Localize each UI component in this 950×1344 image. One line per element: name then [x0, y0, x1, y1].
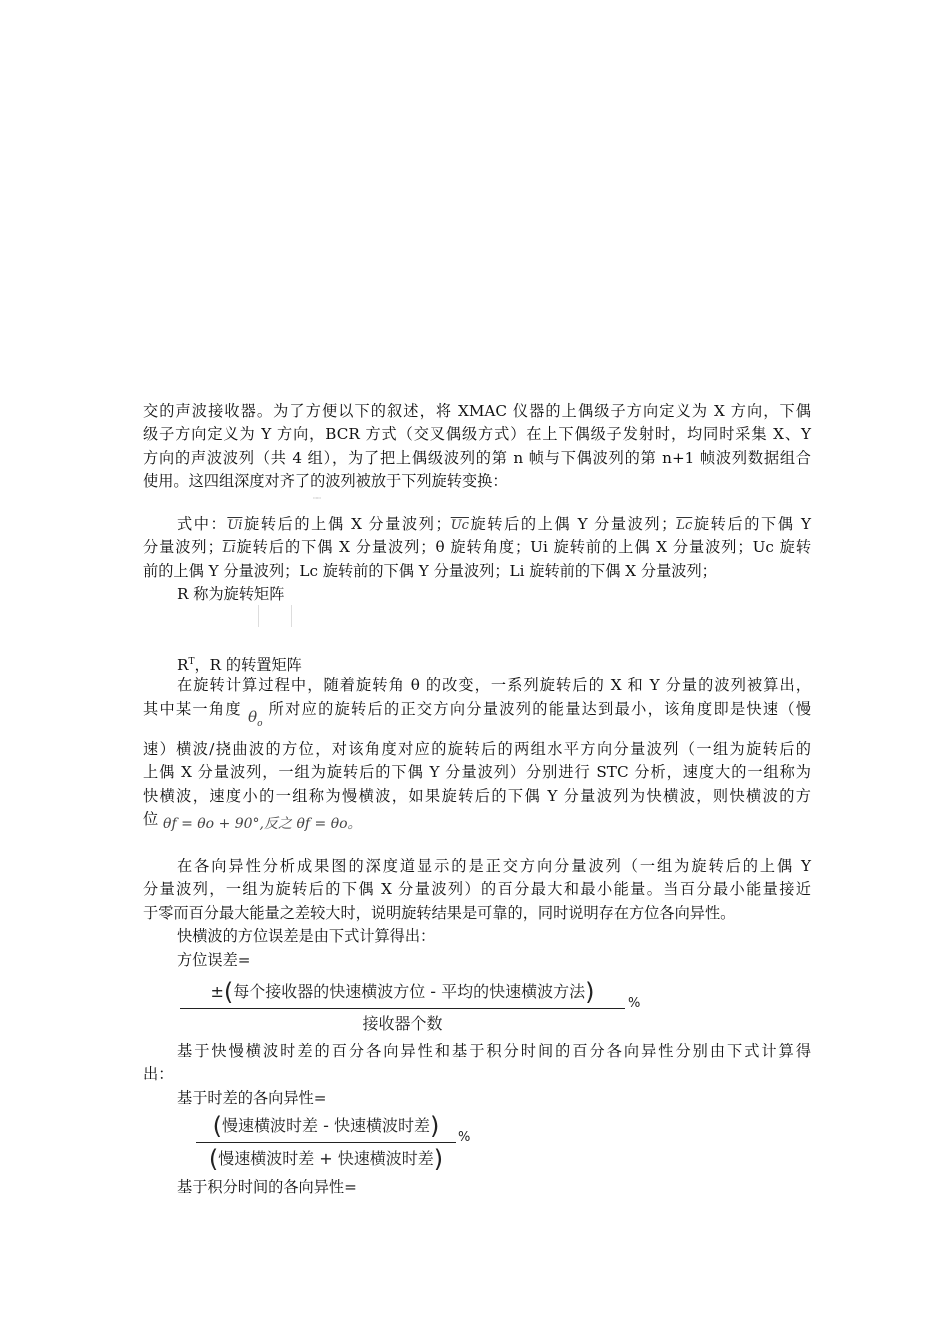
text-line: 级子方向定义为 Y 方向，BCR 方式（交叉偶级方式）在上下偶级子发射时，均同时采集 X、Y — [143, 425, 811, 444]
text-line-theta — [143, 698, 811, 738]
text-line: 出： — [143, 1065, 174, 1084]
text-line: 上偶 X 分量波列，一组为旋转后的下偶 Y 分量波列）分别进行 STC 分析，速度大的一组称为 — [143, 763, 811, 782]
rt-symbol: R — [177, 656, 189, 675]
def-line3: 前的上偶 Y 分量波列；Lc 旋转前的下偶 Y 分量波列；Li 旋转前的下偶 X 分量波列； — [143, 561, 717, 580]
var-ui: $\overline{Ui}$ — [227, 518, 243, 533]
percent-sign: % — [458, 1130, 471, 1145]
def-uc-desc: 旋转后的上偶 Y 分量波列； — [468, 515, 677, 533]
text-fragment: 位 — [143, 809, 159, 828]
text-line-formula — [143, 808, 811, 840]
anisotropy-int-label: 基于积分时间的各向异性= — [177, 1178, 357, 1196]
text-line: 基于快慢横波时差的百分各向异性和基于积分时间的百分各向异性分别由下式计算得 — [177, 1042, 811, 1060]
anisotropy-dt-label: 基于时差的各向异性= — [177, 1088, 327, 1107]
text-line: 快横波，速度小的一组称为慢横波，如果旋转后的下偶 Y 分量波列为快横波，则快横波的方 — [143, 786, 811, 805]
text-fragment: 所对应的旋转后的正交方向分量波列的能量达到最小，该角度即是快速（慢 — [268, 699, 812, 718]
def-ui-desc: 旋转后的上偶 X 分量波列； — [242, 515, 451, 533]
def-lead: 式中： — [177, 515, 228, 533]
rotation-matrix-image — [258, 605, 292, 627]
formula-numerator: (慢速横波时差 - 快速横波时差) — [212, 1112, 440, 1140]
paragraph-intro — [143, 400, 811, 494]
theta-o-symbol: $\theta_o$ — [247, 707, 263, 729]
var-uc: $\overline{Uc}$ — [450, 518, 469, 533]
paragraph-anisotropy-display — [143, 855, 811, 972]
azimuth-error-label: 方位误差= — [177, 950, 251, 969]
rotation-equation-image: ▫▫▫ — [313, 495, 322, 500]
var-lc: $\overline{Lc}$ — [676, 518, 693, 533]
formula-denominator: 接收器个数 — [362, 1014, 443, 1033]
text-fragment: 其中某一角度 — [143, 699, 242, 718]
azimuth-formula: θf = θo + 90°,反之 θf = θo。 — [163, 815, 362, 832]
text-line: 在各向异性分析成果图的深度道显示的是正交方向分量波列（一组为旋转后的上偶 Y — [177, 857, 811, 875]
def-lc-desc: 旋转后的下偶 Y — [692, 515, 812, 533]
azimuth-error-formula — [180, 978, 625, 1034]
text-line: 在旋转计算过程中，随着旋转角 θ 的改变，一系列旋转后的 X 和 Y 分量的波列被算出， — [177, 676, 811, 695]
rt-description: ，R 的转置矩阵 — [194, 656, 302, 675]
rt-line — [143, 651, 811, 674]
paragraph-definitions — [143, 513, 811, 607]
text-line: 交的声波接收器。为了方便以下的叙述，将 XMAC 仪器的上偶级子方向定义为 X 方向，下偶 — [143, 402, 811, 420]
text-line: 速）横波/挠曲波的方位，对该角度对应的旋转后的两组水平方向分量波列（一组为旋转后的 — [143, 739, 811, 758]
percent-sign: % — [628, 996, 641, 1011]
text-line: 使用。这四组深度对齐了的波列被放于下列旋转变换： — [143, 472, 508, 491]
text-line: 分量波列，一组为旋转后的下偶 X 分量波列）的百分最大和最小能量。当百分最小能量接近 — [143, 880, 811, 899]
rt-superscript: T — [188, 657, 195, 667]
r-matrix-label: R 称为旋转矩阵 — [177, 585, 285, 604]
def-line2a: 分量波列； — [143, 538, 223, 557]
text-line: 快横波的方位误差是由下式计算得出： — [177, 927, 436, 946]
paragraph-rotation — [143, 651, 811, 840]
def-line2b: 旋转后的下偶 X 分量波列；θ 旋转角度；Ui 旋转前的上偶 X 分量波列；Uc 旋转 — [235, 538, 812, 557]
paragraph-anisotropy-intro — [143, 1040, 811, 1110]
text-line: 于零而百分最大能量之差较大时，说明旋转结果是可靠的，同时说明存在方位各向异性。 — [143, 903, 736, 922]
anisotropy-dt-formula — [196, 1112, 456, 1173]
formula-numerator: ±(每个接收器的快速横波方位 - 平均的快速横波方法) — [210, 978, 595, 1006]
var-li: $\overline{Li}$ — [222, 541, 236, 557]
text-line: 方向的声波波列（共 4 组），为了把上偶级波列的第 n 帧与下偶波列的第 n+1 帧波列数据组合 — [143, 448, 811, 467]
paragraph-anisotropy-int — [143, 1176, 811, 1199]
formula-denominator: (慢速横波时差 + 快速横波时差) — [208, 1145, 444, 1173]
